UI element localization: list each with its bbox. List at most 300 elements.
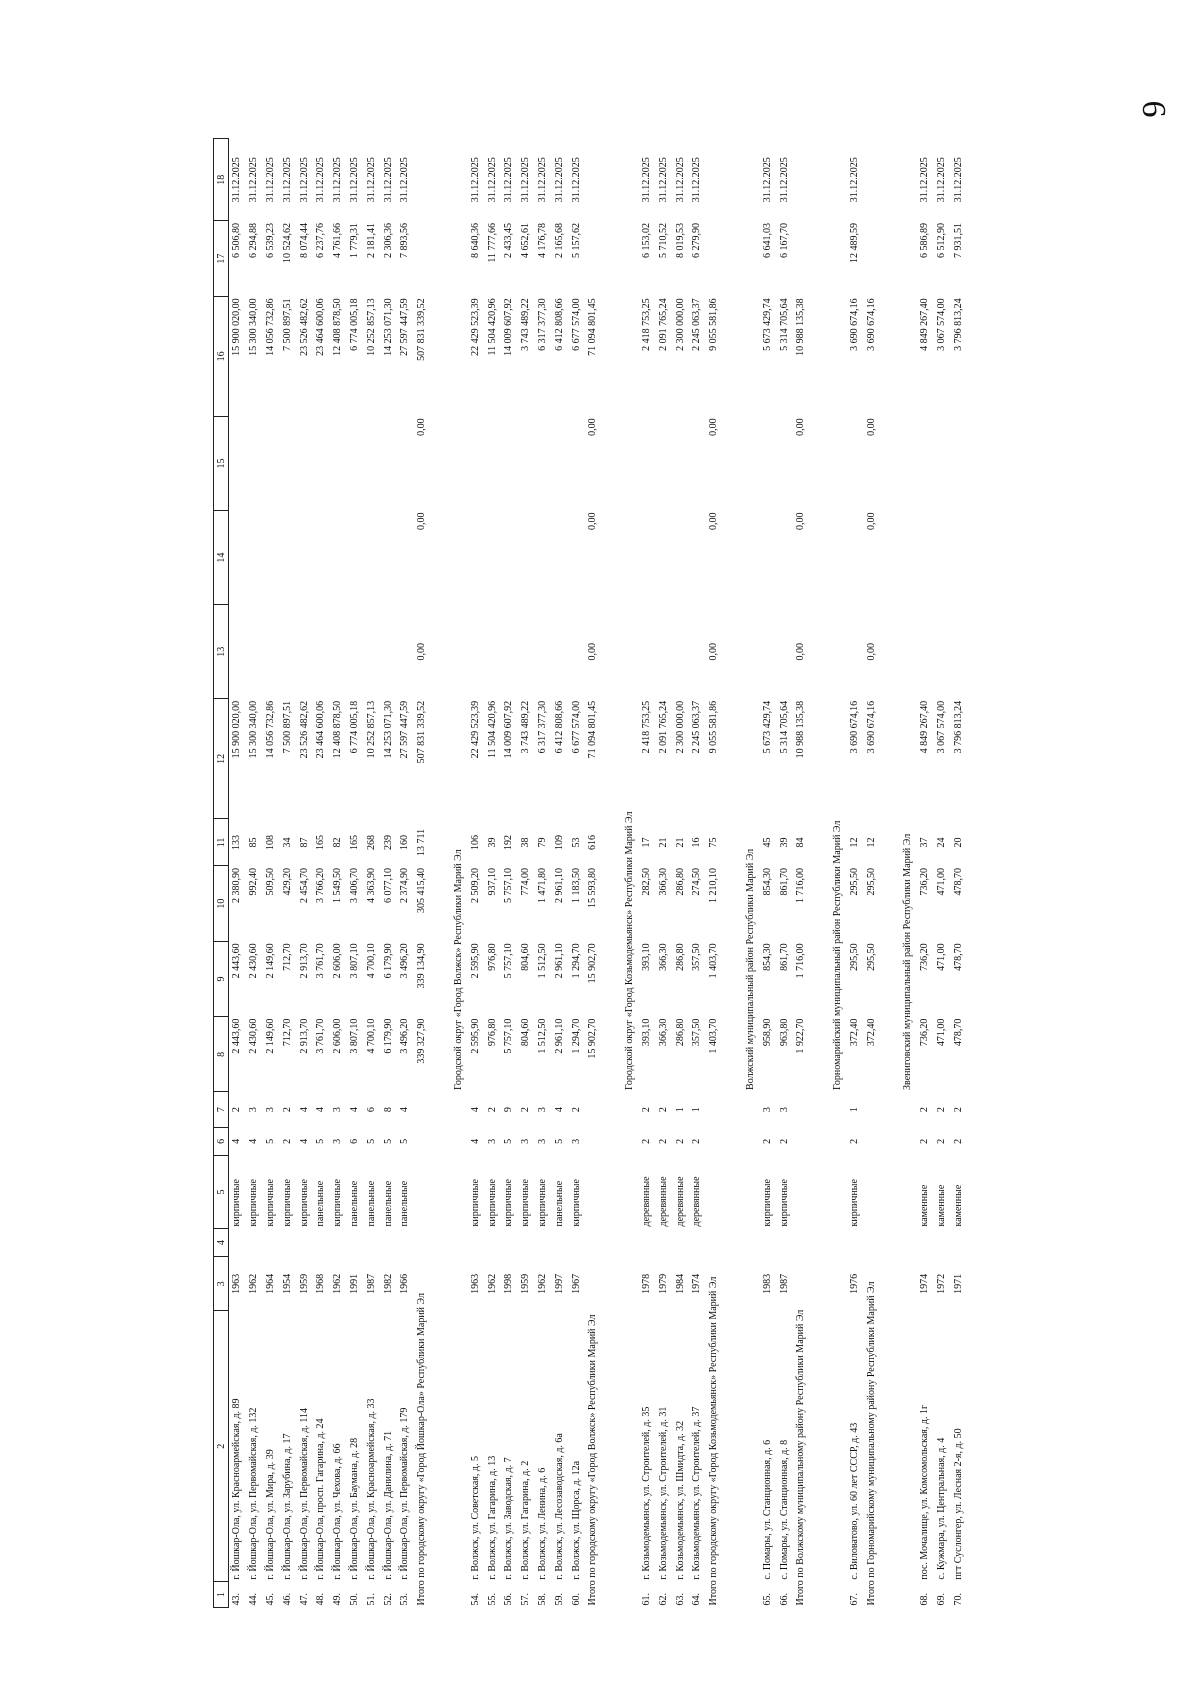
cell-col-14: [639, 511, 656, 605]
cell-col-5: панельные: [399, 1180, 411, 1227]
cell-col-12: 2 300 000,00: [674, 700, 686, 754]
total-col-4: [585, 1229, 602, 1257]
cell-col-3: 1998: [503, 1273, 515, 1294]
total-col-8: 1 922,70: [795, 1018, 807, 1054]
cell-col-2: г. Волжск, ул. Лесозаводская, д. 6а: [553, 1433, 565, 1580]
cell-col-12: 23 464 600,06: [315, 700, 327, 759]
cell-col-17: 12 489,59: [848, 222, 860, 263]
spacer-cell: [431, 139, 443, 1608]
cell-col-5: кирпичные: [248, 1179, 260, 1227]
spacer-row: [880, 139, 892, 1608]
cell-col-5: кирпичные: [570, 1179, 582, 1227]
cell-col-13: [672, 605, 689, 699]
cell-col-2: г. Козьмодемьянск, ул. Строителей, д. 37: [691, 1406, 703, 1580]
cell-col-7: 3: [248, 1107, 260, 1113]
cell-col-12: 7 500 897,51: [281, 700, 293, 754]
cell-col-6: 4: [231, 1138, 243, 1144]
cell-col-9: 1 294,70: [570, 943, 582, 979]
cell-col-4: [689, 1229, 706, 1257]
cell-col-7: 3: [264, 1107, 276, 1113]
cell-col-15: [535, 416, 552, 510]
cell-col-17: 4 652,61: [520, 222, 532, 258]
total-col-5: [863, 1156, 880, 1229]
cell-col-4: [501, 1229, 518, 1257]
cell-col-16: 11 504 420,96: [486, 298, 498, 356]
cell-col-17: 11 777,66: [486, 222, 498, 263]
cell-col-12: 2 245 063,37: [691, 700, 703, 754]
section-pad: [614, 1092, 639, 1608]
cell-col-17: 6 586,89: [919, 222, 931, 258]
cell-col-1: 55.: [486, 1593, 498, 1606]
table-row: [672, 139, 689, 1608]
cell-col-18: 31.12.2025: [315, 157, 327, 203]
total-col-4: [706, 1229, 723, 1257]
cell-col-14: [397, 511, 414, 605]
total-col-8: 372,40: [865, 1018, 877, 1047]
total-col-14: 0,00: [865, 512, 877, 531]
cell-col-8: 3 496,20: [399, 1018, 411, 1054]
cell-col-6: 2: [691, 1138, 703, 1144]
cell-col-10: 6 077,10: [382, 867, 394, 903]
cell-col-18: 31.12.2025: [570, 157, 582, 203]
cell-col-18: 31.12.2025: [640, 157, 652, 203]
cell-col-5: кирпичные: [520, 1179, 532, 1227]
table-row: [551, 139, 568, 1608]
cell-col-4: [934, 1229, 951, 1257]
total-col-13: 0,00: [708, 643, 720, 661]
cell-col-4: [639, 1229, 656, 1257]
total-col-10: 295,50: [865, 867, 877, 896]
section-pad: [443, 1092, 468, 1608]
cell-col-16: 14 056 732,86: [264, 298, 276, 356]
spacer-cell: [723, 139, 735, 1608]
section-title-row: [735, 139, 760, 1608]
cell-col-6: 5: [503, 1138, 515, 1144]
section-title: Горномарийский муниципальный район Республики Марий Эл: [832, 820, 844, 1090]
cell-col-9: 2 961,10: [553, 943, 565, 979]
cell-col-17: 7 931,51: [952, 222, 964, 258]
cell-col-11: 108: [264, 834, 276, 850]
cell-col-1: 70.: [952, 1593, 964, 1606]
cell-col-12: 11 504 420,96: [486, 700, 498, 758]
cell-col-12: 14 253 071,30: [382, 700, 394, 759]
cell-col-2: с. Кужмара, ул. Центральная, д. 4: [936, 1437, 948, 1580]
cell-col-11: 21: [674, 837, 686, 848]
cell-col-5: каменные: [936, 1184, 948, 1227]
cell-col-2: с. Виловатово, ул. 60 лет СССР, д. 43: [848, 1422, 860, 1580]
cell-col-1: 43.: [231, 1593, 243, 1606]
cell-col-14: [467, 511, 484, 605]
cell-col-6: 2: [674, 1138, 686, 1144]
section-title-row: [443, 139, 468, 1608]
cell-col-13: [759, 605, 776, 699]
cell-col-3: 1966: [399, 1273, 411, 1294]
cell-col-11: 37: [919, 837, 931, 848]
cell-col-4: [380, 1229, 397, 1257]
cell-col-7: 9: [503, 1107, 515, 1113]
table-row: [279, 139, 296, 1608]
cell-col-12: 4 849 267,40: [919, 700, 931, 754]
section-title: Звениговский муниципальный район Республики Марий Эл: [902, 833, 914, 1090]
cell-col-7: 2: [570, 1107, 582, 1113]
cell-col-7: 6: [365, 1107, 377, 1113]
total-label: Итого по Горномарийскому муниципальному району Республики Марий Эл: [865, 1281, 877, 1606]
total-col-6: [793, 1127, 810, 1155]
table-row: [934, 139, 951, 1608]
cell-col-15: [639, 416, 656, 510]
column-header: 16: [214, 296, 229, 416]
cell-col-7: 3: [332, 1107, 344, 1113]
cell-col-7: 2: [486, 1107, 498, 1113]
cell-col-16: 6 677 574,00: [570, 298, 582, 351]
cell-col-6: 2: [761, 1138, 773, 1144]
cell-col-15: [296, 416, 313, 510]
table-row: [689, 139, 706, 1608]
cell-col-9: 5 757,10: [503, 943, 515, 979]
cell-col-17: 8 019,53: [674, 222, 686, 258]
total-row: [414, 139, 431, 1608]
cell-col-14: [689, 511, 706, 605]
cell-col-17: 7 893,56: [399, 222, 411, 258]
cell-col-18: 31.12.2025: [486, 157, 498, 203]
column-header: 17: [214, 221, 229, 296]
total-col-13: 0,00: [587, 643, 599, 661]
cell-col-7: 3: [761, 1107, 773, 1113]
cell-col-12: 5 673 429,74: [761, 700, 773, 754]
cell-col-18: 31.12.2025: [657, 157, 669, 203]
cell-col-4: [950, 1229, 967, 1257]
total-col-15: 0,00: [865, 418, 877, 436]
cell-col-8: 3 761,70: [315, 1018, 327, 1054]
total-label: Итого по городскому округу «Город Волжск» Республики Марий Эл: [587, 1314, 599, 1606]
total-col-6: [863, 1127, 880, 1155]
total-col-18: [863, 139, 880, 221]
cell-col-10: 1 471,80: [536, 867, 548, 903]
cell-col-11: 160: [399, 834, 411, 850]
cell-col-9: 1 512,50: [536, 943, 548, 979]
total-col-15: 0,00: [587, 418, 599, 436]
cell-col-16: 10 252 857,13: [365, 298, 377, 356]
spacer-cell: [810, 139, 822, 1608]
cell-col-13: [934, 605, 951, 699]
cell-col-17: 5 157,62: [570, 222, 582, 258]
table-body: [229, 139, 968, 1608]
cell-col-1: 46.: [281, 1593, 293, 1606]
cell-col-8: 357,50: [691, 1018, 703, 1047]
cell-col-16: 6 774 005,18: [348, 298, 360, 351]
cell-col-15: [518, 416, 535, 510]
cell-col-10: 2 380,90: [231, 867, 243, 903]
cell-col-4: [246, 1229, 263, 1257]
cell-col-10: 282,50: [640, 867, 652, 896]
cell-col-11: 12: [848, 837, 860, 848]
cell-col-10: 736,20: [919, 867, 931, 896]
cell-col-2: г. Йошкар-Ола, ул. Зарубина, д. 17: [281, 1433, 293, 1580]
cell-col-14: [950, 511, 967, 605]
table-row: [759, 139, 776, 1608]
cell-col-11: 38: [520, 837, 532, 848]
column-header: 5: [214, 1156, 229, 1229]
total-col-16: 71 094 801,45: [587, 298, 599, 356]
cell-col-6: 3: [332, 1138, 344, 1144]
cell-col-5: кирпичные: [231, 1179, 243, 1227]
cell-col-7: 1: [691, 1107, 703, 1113]
table-row: [467, 139, 484, 1608]
cell-col-14: [501, 511, 518, 605]
cell-col-4: [551, 1229, 568, 1257]
cell-col-9: 2 606,00: [332, 943, 344, 979]
cell-col-17: 6 506,80: [231, 222, 243, 258]
cell-col-6: 4: [469, 1138, 481, 1144]
cell-col-6: 2: [640, 1138, 652, 1144]
cell-col-1: 44.: [248, 1593, 260, 1606]
cell-col-12: 10 252 857,13: [365, 700, 377, 759]
cell-col-13: [296, 605, 313, 699]
cell-col-12: 2 418 753,25: [640, 700, 652, 754]
cell-col-7: 2: [936, 1107, 948, 1113]
total-col-11: 12: [865, 837, 877, 848]
cell-col-14: [568, 511, 585, 605]
cell-col-18: 31.12.2025: [348, 157, 360, 203]
cell-col-6: 5: [553, 1138, 565, 1144]
cell-col-6: 4: [248, 1138, 260, 1144]
total-col-13: 0,00: [795, 643, 807, 661]
cell-col-4: [467, 1229, 484, 1257]
cell-col-17: 8 640,36: [469, 222, 481, 258]
cell-col-9: 854,30: [761, 943, 773, 971]
cell-col-2: г. Йошкар-Ола, ул. Красноармейская, д. 89: [231, 1398, 243, 1580]
total-col-9: 339 134,90: [416, 943, 428, 989]
cell-col-4: [759, 1229, 776, 1257]
cell-col-2: г. Волжск, ул. Гагарина, д. 13: [486, 1455, 498, 1580]
cell-col-3: 1978: [640, 1273, 652, 1294]
cell-col-12: 27 597 447,59: [399, 700, 411, 759]
cell-col-11: 165: [348, 834, 360, 850]
cell-col-6: 5: [264, 1138, 276, 1144]
cell-col-4: [672, 1229, 689, 1257]
cell-col-15: [776, 416, 793, 510]
cell-col-10: 2 454,70: [298, 867, 310, 903]
cell-col-10: 861,70: [778, 867, 790, 896]
cell-col-8: 2 913,70: [298, 1018, 310, 1054]
total-col-9: 1 716,00: [795, 943, 807, 979]
cell-col-17: 5 710,52: [657, 222, 669, 258]
cell-col-17: 6 167,70: [778, 222, 790, 258]
cell-col-2: г. Козьмодемьянск, ул. Шмидта, д. 32: [674, 1420, 686, 1580]
total-col-11: 75: [708, 837, 720, 848]
cell-col-7: 4: [298, 1107, 310, 1113]
cell-col-4: [296, 1229, 313, 1257]
total-row: [863, 139, 880, 1608]
cell-col-13: [279, 605, 296, 699]
cell-col-9: 976,80: [486, 943, 498, 971]
cell-col-15: [689, 416, 706, 510]
total-col-10: 305 415,40: [416, 867, 428, 913]
cell-col-10: 471,00: [936, 867, 948, 896]
cell-col-2: г. Йошкар-Ола, ул. Мира, д. 39: [264, 1449, 276, 1580]
cell-col-1: 45.: [264, 1593, 276, 1606]
cell-col-4: [484, 1229, 501, 1257]
cell-col-14: [363, 511, 380, 605]
table-row: [397, 139, 414, 1608]
table-row: [229, 139, 246, 1608]
total-col-16: 3 690 674,16: [865, 298, 877, 351]
cell-col-8: 5 757,10: [503, 1018, 515, 1054]
cell-col-15: [263, 416, 280, 510]
cell-col-15: [279, 416, 296, 510]
cell-col-14: [535, 511, 552, 605]
cell-col-14: [330, 511, 347, 605]
cell-col-7: 2: [231, 1107, 243, 1113]
total-col-11: 13 711: [416, 828, 428, 857]
cell-col-4: [313, 1229, 330, 1257]
cell-col-18: 31.12.2025: [399, 157, 411, 203]
cell-col-7: 4: [399, 1107, 411, 1113]
section-title: Волжский муниципальный район Республики Марий Эл: [744, 848, 756, 1090]
cell-col-2: с. Помары, ул. Станционная, д. 6: [761, 1439, 773, 1580]
cell-col-18: 31.12.2025: [691, 157, 703, 203]
cell-col-6: 6: [348, 1138, 360, 1144]
cell-col-18: 31.12.2025: [848, 157, 860, 203]
total-col-6: [414, 1127, 431, 1155]
cell-col-3: 1968: [315, 1273, 327, 1294]
total-col-7: [706, 1092, 723, 1127]
table-row: [363, 139, 380, 1608]
cell-col-16: 23 464 600,06: [315, 298, 327, 356]
table-row: [535, 139, 552, 1608]
cell-col-7: 4: [553, 1107, 565, 1113]
cell-col-10: 992,40: [248, 867, 260, 896]
cell-col-5: деревянные: [657, 1176, 669, 1227]
cell-col-14: [313, 511, 330, 605]
cell-col-17: 4 176,78: [536, 222, 548, 258]
cell-col-9: 393,10: [640, 943, 652, 971]
total-col-11: 84: [795, 837, 807, 848]
cell-col-11: 87: [298, 837, 310, 848]
cell-col-16: 2 300 000,00: [674, 298, 686, 351]
total-row: [706, 139, 723, 1608]
cell-col-10: 1 183,50: [570, 867, 582, 903]
cell-col-13: [639, 605, 656, 699]
table-row: [518, 139, 535, 1608]
cell-col-10: 4 363,90: [365, 867, 377, 903]
cell-col-18: 31.12.2025: [520, 157, 532, 203]
total-col-12: 10 988 135,38: [795, 700, 807, 759]
cell-col-10: 286,80: [674, 867, 686, 896]
cell-col-8: 2 443,60: [231, 1018, 243, 1054]
cell-col-18: 31.12.2025: [469, 157, 481, 203]
register-table-wrapper: [213, 138, 967, 1608]
cell-col-5: кирпичные: [264, 1179, 276, 1227]
column-header: 7: [214, 1092, 229, 1127]
cell-col-9: 736,20: [919, 943, 931, 971]
cell-col-2: г. Йошкар-Ола, просп. Гагарина, д. 24: [315, 1418, 327, 1580]
cell-col-2: пгт Суслонгер, ул. Лесная 2-я, д. 50: [952, 1428, 964, 1580]
cell-col-15: [467, 416, 484, 510]
cell-col-10: 2 374,90: [399, 867, 411, 903]
cell-col-3: 1971: [952, 1273, 964, 1294]
cell-col-18: 31.12.2025: [936, 157, 948, 203]
cell-col-14: [518, 511, 535, 605]
cell-col-9: 6 179,90: [382, 943, 394, 979]
cell-col-6: 2: [936, 1138, 948, 1144]
cell-col-6: 5: [315, 1138, 327, 1144]
cell-col-2: г. Йошкар-Ола, ул. Баумана, д. 28: [348, 1437, 360, 1580]
cell-col-16: 6 317 377,30: [536, 298, 548, 351]
cell-col-2: г. Волжск, ул. Щорса, д. 12а: [570, 1460, 582, 1580]
cell-col-9: 3 807,10: [348, 943, 360, 979]
cell-col-3: 1987: [778, 1273, 790, 1294]
cell-col-9: 478,70: [952, 943, 964, 971]
cell-col-6: 4: [298, 1138, 310, 1144]
total-col-13: 0,00: [865, 643, 877, 661]
cell-col-5: панельные: [348, 1180, 360, 1227]
table-row: [847, 139, 864, 1608]
cell-col-16: 2 245 063,37: [691, 298, 703, 351]
cell-col-4: [917, 1229, 934, 1257]
cell-col-17: 6 539,23: [264, 222, 276, 258]
cell-col-8: 393,10: [640, 1018, 652, 1047]
cell-col-8: 286,80: [674, 1018, 686, 1047]
page-number: 6: [1135, 100, 1172, 118]
cell-col-18: 31.12.2025: [919, 157, 931, 203]
cell-col-12: 6 412 808,66: [553, 700, 565, 754]
cell-col-7: 2: [919, 1107, 931, 1113]
cell-col-17: 4 761,66: [332, 222, 344, 258]
cell-col-3: 1976: [848, 1273, 860, 1294]
cell-col-5: кирпичные: [778, 1179, 790, 1227]
cell-col-16: 3 690 674,16: [848, 298, 860, 351]
cell-col-3: 1962: [332, 1273, 344, 1294]
column-header: 15: [214, 416, 229, 510]
cell-col-17: 2 181,41: [365, 222, 377, 258]
total-col-15: 0,00: [416, 418, 428, 436]
cell-col-2: г. Йошкар-Ола, ул. Первомайская, д. 132: [248, 1407, 260, 1580]
cell-col-9: 2 595,90: [469, 943, 481, 979]
total-label: Итого по городскому округу «Город Йошкар-Ола» Республики Марий Эл: [416, 1293, 428, 1606]
cell-col-12: 22 429 523,39: [469, 700, 481, 759]
cell-col-11: 39: [486, 837, 498, 848]
cell-col-3: 1954: [281, 1273, 293, 1294]
spacer-cell: [602, 139, 614, 1608]
cell-col-7: 4: [348, 1107, 360, 1113]
cell-col-9: 3 761,70: [315, 943, 327, 979]
total-col-12: 9 055 581,86: [708, 700, 720, 754]
cell-col-13: [551, 605, 568, 699]
cell-col-14: [551, 511, 568, 605]
cell-col-2: с. Помары, ул. Станционная, д. 8: [778, 1439, 790, 1580]
cell-col-2: г. Йошкар-Ола, ул. Данилина, д. 71: [382, 1430, 394, 1580]
cell-col-8: 2 430,60: [248, 1018, 260, 1054]
cell-col-11: 34: [281, 837, 293, 848]
table-row: [568, 139, 585, 1608]
total-label: Итого по Волжскому муниципальному району Республики Марий Эл: [795, 1309, 807, 1606]
cell-col-16: 6 412 808,66: [553, 298, 565, 351]
cell-col-4: [263, 1229, 280, 1257]
cell-col-13: [313, 605, 330, 699]
cell-col-12: 3 743 489,22: [520, 700, 532, 754]
column-header-row: [214, 139, 229, 1608]
cell-col-16: 3 796 813,24: [952, 298, 964, 351]
cell-col-13: [535, 605, 552, 699]
cell-col-17: 8 074,44: [298, 222, 310, 258]
cell-col-8: 3 807,10: [348, 1018, 360, 1054]
cell-col-13: [484, 605, 501, 699]
cell-col-6: 5: [399, 1138, 411, 1144]
cell-col-1: 63.: [674, 1593, 686, 1606]
cell-col-1: 67.: [848, 1593, 860, 1606]
total-col-14: 0,00: [416, 512, 428, 531]
